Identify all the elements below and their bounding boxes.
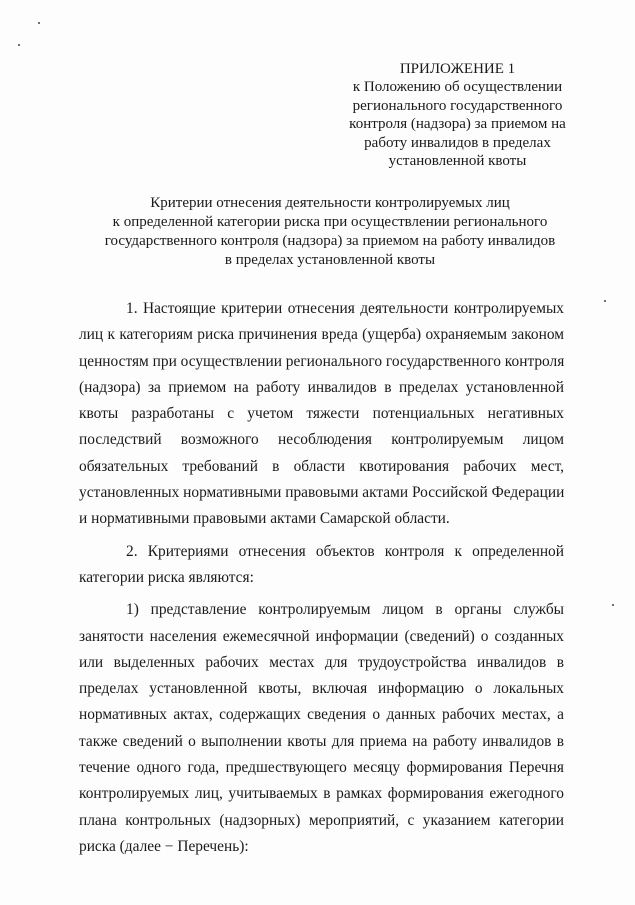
paragraph-line: лиц к категориям риска причинения вреда (ущерба) охраняемым законом	[79, 326, 564, 344]
document-body	[79, 296, 564, 860]
paragraph-line: риска (далее − Перечень):	[79, 837, 249, 855]
appendix-header	[335, 60, 580, 170]
document-title	[80, 194, 580, 270]
paragraph-1	[79, 296, 564, 533]
paragraph-line: категории риска являются:	[79, 568, 254, 586]
appendix-line: работу инвалидов в пределах	[364, 134, 551, 151]
title-line: Критерии отнесения деятельности контролируемых лиц	[150, 195, 510, 211]
scan-speck	[604, 300, 606, 302]
paragraph-line: обязательных требований в области квотирования рабочих мест,	[79, 457, 564, 475]
appendix-line: регионального государственного	[352, 97, 563, 114]
appendix-line: установленной квоты	[388, 153, 527, 170]
scan-speck	[18, 44, 20, 46]
paragraph-line: 1. Настоящие критерии отнесения деятельности контролируемых	[126, 300, 564, 317]
paragraph-line: последствий возможного несоблюдения контролируемым лицом	[79, 431, 564, 449]
paragraph-line: также сведений о выполнении квоты для приема на работу инвалидов в	[79, 732, 564, 750]
paragraph-line: и нормативными правовыми актами Самарской области.	[79, 510, 450, 528]
scan-speck	[38, 22, 40, 24]
title-line: к определенной категории риска при осуществлении регионального	[112, 214, 548, 230]
paragraph-line: квоты разработаны с учетом тяжести потенциальных негативных	[79, 405, 564, 423]
title-line: в пределах установленной квоты	[224, 252, 436, 268]
paragraph-line: 2. Критериями отнесения объектов контроля к определенной	[126, 542, 564, 560]
paragraph-line: занятости населения ежемесячной информации (сведений) о созданных	[79, 627, 564, 645]
paragraph-line: установленных нормативными правовыми актами Российской Федерации	[79, 484, 565, 502]
paragraph-line: или выделенных рабочих местах для трудоустройства инвалидов в	[79, 653, 564, 671]
title-line: государственного контроля (надзора) за приемом на работу инвалидов	[104, 233, 556, 249]
scan-speck	[612, 604, 614, 606]
appendix-line: контроля (надзора) за приемом на	[349, 116, 566, 133]
paragraph-3	[79, 597, 564, 860]
paragraph-line: плана контрольных (надзорных) мероприятий, с указанием категории	[79, 811, 564, 829]
paragraph-line: течение одного года, предшествующего месяцу формирования Перечня	[79, 759, 564, 777]
paragraph-line: ценностям при осуществлении регионального государственного контроля	[79, 352, 565, 370]
paragraph-line: 1) представление контролируемым лицом в органы службы	[126, 601, 564, 619]
paragraph-line: (надзора) за приемом на работу инвалидов в пределах установленной	[79, 378, 564, 396]
appendix-line: ПРИЛОЖЕНИЕ 1	[399, 61, 516, 77]
paragraph-line: нормативных актах, содержащих сведения о данных рабочих местах, а	[79, 706, 564, 724]
paragraph-2	[79, 539, 564, 592]
paragraph-line: контролируемых лиц, учитываемых в рамках формирования ежегодного	[79, 785, 564, 803]
appendix-line: к Положению об осуществлении	[352, 79, 563, 96]
paragraph-line: пределах установленной квоты, включая информацию о локальных	[79, 680, 564, 698]
